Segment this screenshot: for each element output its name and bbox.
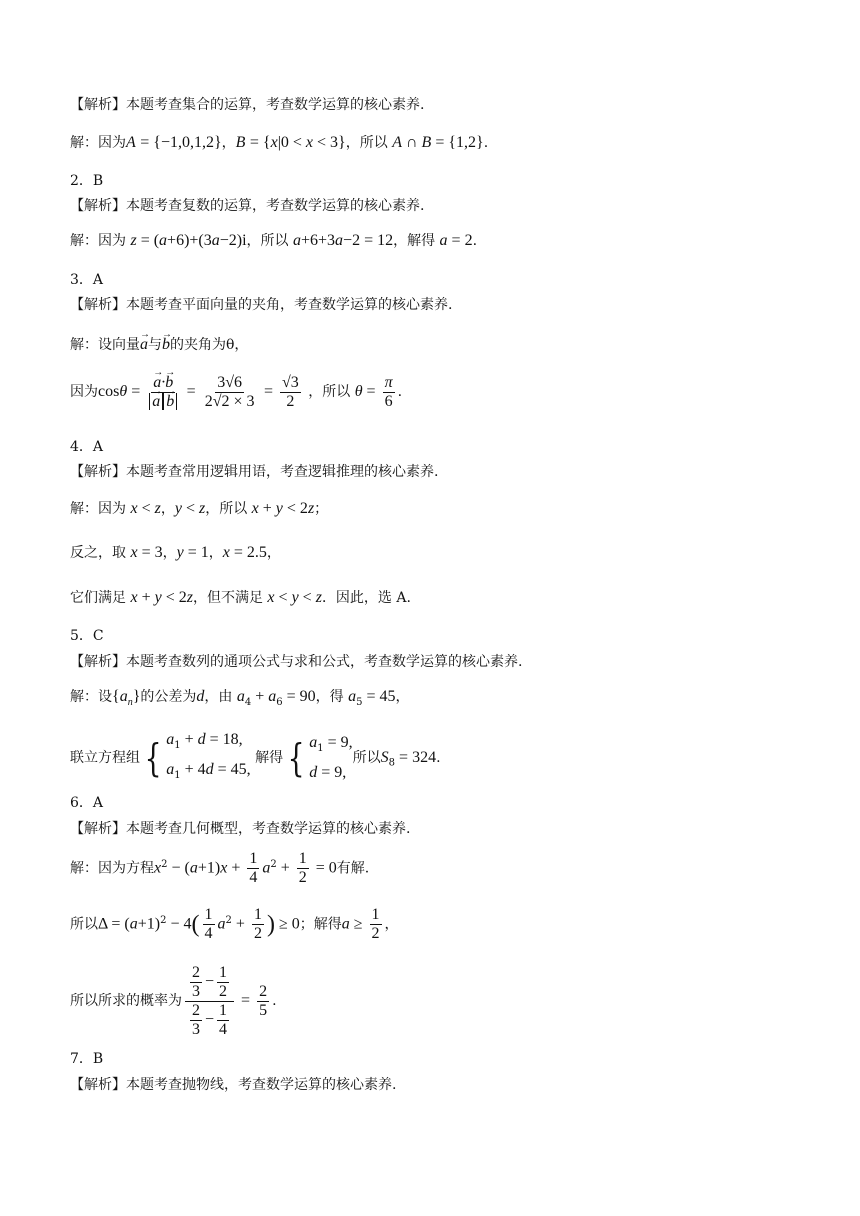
analysis-line-q6: 【解析】本题考查几何概型，考查数学运算的核心素养. (70, 821, 411, 837)
analysis-line-q5: 【解析】本题考查数列的通项公式与求和公式，考查数学运算的核心素养. (70, 654, 523, 670)
solution-line-q1: 解：因为A = {−1,0,1,2}，B = {x|0 < x < 3}，所以 A ∩ B = {1,2}. (70, 134, 489, 151)
answer-q4: 4．A (70, 439, 104, 455)
discriminant-line: 所以$\Delta = (a+1)^2 - 4$( $\frac{1}{4}$ $a^2$ + $\frac{1}{2}$ ) ≥ 0；解得a ≥ $\frac{1}{2}$ ， (70, 906, 399, 943)
equation-line-q6: 解：因为方程$x^2 - (a+1)x$ + $\frac{1}{4}$ $a^2$ + $\frac{1}{2}$ = 0有解. (70, 850, 370, 887)
equation-system-line: 联立方程组 { $a_1 + d = 18$, $a_1 + 4d = 45$, 解得 { $a_1 = 9$, d = 9, 所以$S_8 = 324$. (70, 731, 441, 781)
solution-prefix: 解：因为 (70, 135, 126, 151)
counterexample-line: 反之，取 x = 3，y = 1，x = 2.5， (70, 544, 281, 561)
solution-line-q3: 解：设向量→ a与→ b的夹角为θ， (70, 335, 248, 355)
conclusion-line-q4: 它们满足 x + y < 2z，但不满足 x < y < z．因此，选 A. (70, 589, 411, 606)
answer-q5: 5．C (70, 628, 104, 644)
answer-q7: 7．B (70, 1051, 104, 1067)
analysis-line-q2: 【解析】本题考查复数的运算，考查数学运算的核心素养. (70, 198, 425, 214)
answer-q6: 6．A (70, 795, 104, 811)
solution-line-q2: 解：因为 z = (a+6)+(3a−2)i，所以 a+6+3a−2 = 12，解得 a = 2. (70, 232, 478, 249)
analysis-line-q1: 【解析】本题考查集合的运算，考查数学运算的核心素养. (70, 97, 425, 113)
analysis-line-q3: 【解析】本题考查平面向量的夹角，考查数学运算的核心素养. (70, 297, 453, 313)
analysis-line-q4: 【解析】本题考查常用逻辑用语，考查逻辑推理的核心素养. (70, 464, 439, 480)
cosine-formula-line: 因为cosθ = → a·→ b → a→ b = $\frac{3√6}{2√2 \times 3}$ = $\frac{√3}{2}$ ，所以 θ = $\frac{\pi}{6}$ . (70, 370, 402, 414)
solution-line-q4: 解：因为 x < z，y < z，所以 x + y < 2z； (70, 500, 329, 517)
answer-q3: 3．A (70, 272, 104, 288)
analysis-line-q7: 【解析】本题考查抛物线，考查数学运算的核心素养. (70, 1077, 397, 1093)
solution-line-q5: 解：设$\{a_n\}$的公差为d，由 $a_4 + a_6 = 90$，得 $a_5 = 45$， (70, 688, 410, 709)
probability-line: 所以所求的概率为 $\frac{2}{3}$ − $\frac{1}{2}$ $\frac{2}{3}$ − $\frac{1}{4}$ = $\frac{2}{5}$ . (70, 963, 277, 1038)
answer-q2: 2．B (70, 173, 104, 189)
